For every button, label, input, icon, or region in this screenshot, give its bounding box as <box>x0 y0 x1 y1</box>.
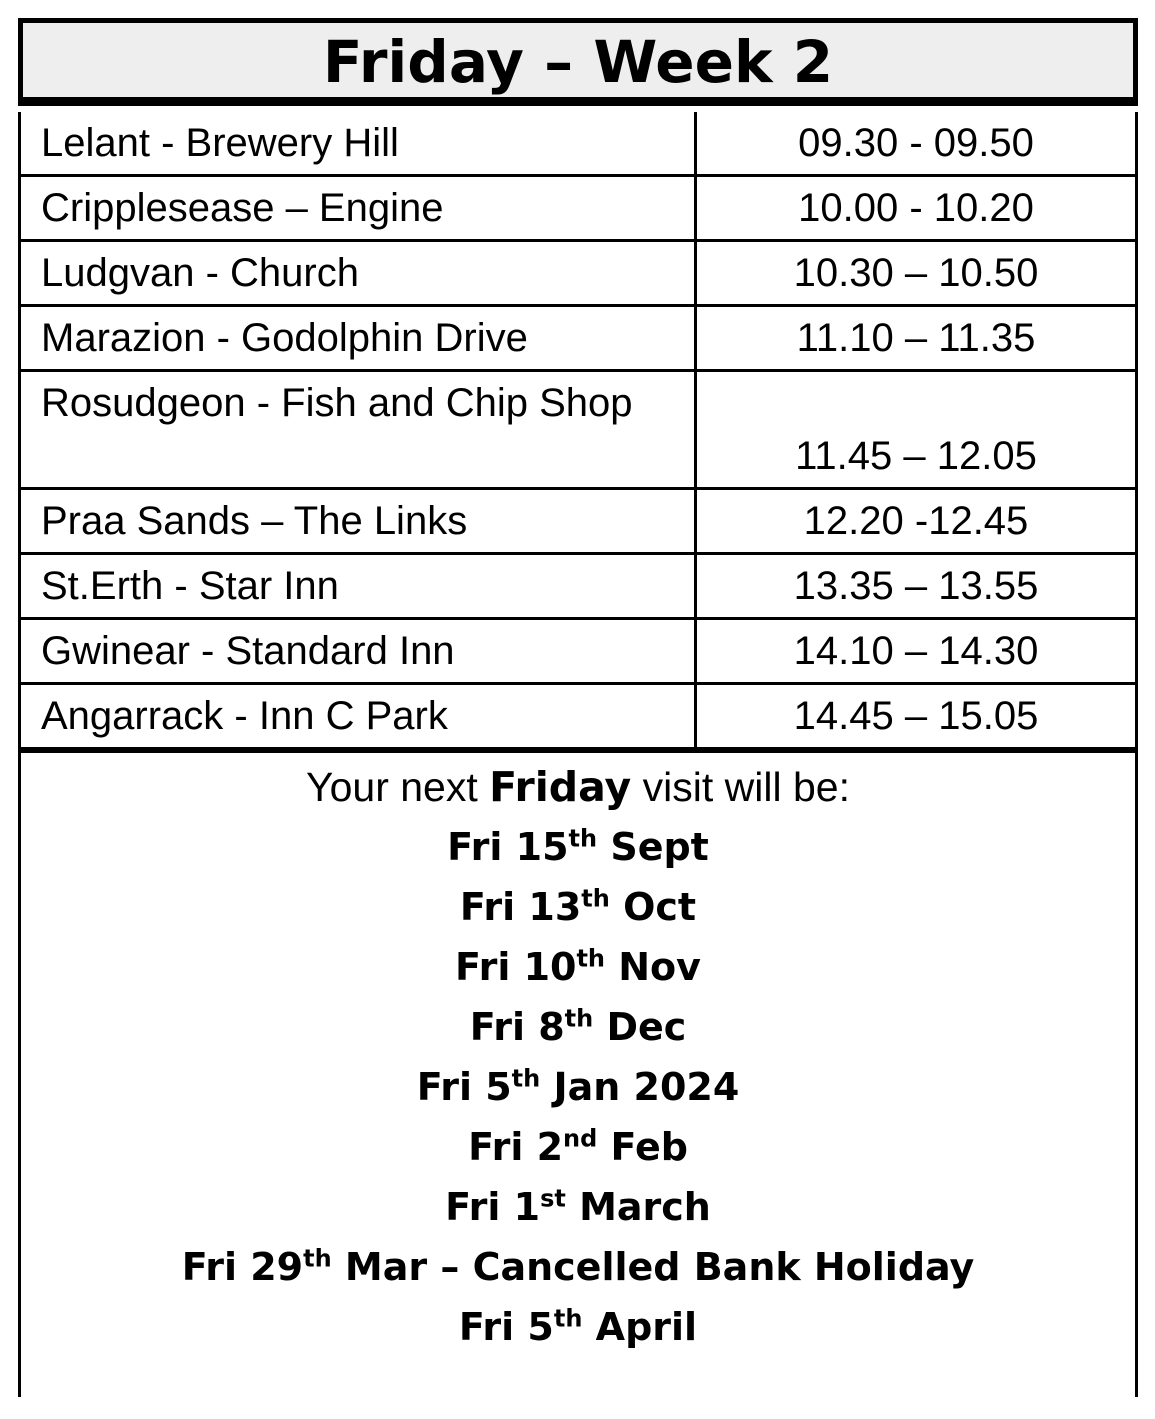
next-visit-notes <box>18 753 1138 1397</box>
notes-bottom-spacer <box>21 1357 1135 1397</box>
stop-time: 10.00 - 10.20 <box>798 186 1034 230</box>
next-visit-date <box>21 1297 1135 1357</box>
stop-name: Lelant - Brewery Hill <box>21 112 697 174</box>
next-visit-date <box>21 997 1135 1057</box>
table-row <box>21 490 1135 555</box>
stop-name: Rosudgeon - Fish and Chip Shop <box>21 372 697 487</box>
date-prefix: Fri 10 <box>455 945 577 989</box>
date-ordinal-suffix: th <box>581 884 610 913</box>
stop-time: 10.30 – 10.50 <box>793 251 1039 295</box>
date-ordinal-suffix: th <box>568 824 598 853</box>
date-ordinal-suffix: th <box>576 944 606 973</box>
stop-name: Ludgvan - Church <box>21 242 697 304</box>
table-row <box>21 372 1135 490</box>
stop-name: Angarrack - Inn C Park <box>21 685 697 747</box>
next-visit-lead-before: Your next <box>306 764 490 810</box>
table-row <box>21 307 1135 372</box>
stop-name: Gwinear - Standard Inn <box>21 620 697 682</box>
stop-time: 09.30 - 09.50 <box>798 121 1034 165</box>
next-visit-date <box>21 1177 1135 1237</box>
date-suffix: Jan 2024 <box>540 1065 740 1109</box>
date-prefix: Fri 29 <box>181 1245 304 1289</box>
date-suffix: Sept <box>597 825 709 869</box>
timetable <box>18 112 1138 753</box>
stop-name: Praa Sands – The Links <box>21 490 697 552</box>
date-ordinal-suffix: nd <box>563 1124 598 1153</box>
date-suffix: April <box>582 1305 698 1349</box>
next-visit-date-list <box>21 817 1135 1357</box>
next-visit-lead <box>21 757 1135 817</box>
date-ordinal-suffix: th <box>564 1004 594 1033</box>
stop-time: 13.35 – 13.55 <box>793 564 1039 608</box>
stop-name: Marazion - Godolphin Drive <box>21 307 697 369</box>
date-ordinal-suffix: th <box>303 1244 332 1273</box>
date-prefix: Fri 15 <box>447 825 569 869</box>
stop-name: Cripplesease – Engine <box>21 177 697 239</box>
stop-time: 14.10 – 14.30 <box>793 629 1039 673</box>
next-visit-date <box>21 1117 1135 1177</box>
next-visit-date <box>21 877 1135 937</box>
date-suffix: Dec <box>593 1005 687 1049</box>
stop-time: 14.45 – 15.05 <box>793 694 1039 738</box>
date-prefix: Fri 13 <box>459 885 582 929</box>
table-row <box>21 177 1135 242</box>
stop-name: St.Erth - Star Inn <box>21 555 697 617</box>
next-visit-date <box>21 937 1135 997</box>
date-suffix: Nov <box>605 945 701 989</box>
stop-time: 12.20 -12.45 <box>803 499 1029 543</box>
date-suffix: Mar – Cancelled Bank Holiday <box>331 1245 975 1289</box>
page-title: Friday – Week 2 <box>322 28 834 96</box>
next-visit-date <box>21 1237 1135 1297</box>
stop-time: 11.45 – 12.05 <box>795 434 1037 478</box>
table-row <box>21 555 1135 620</box>
date-prefix: Fri 5 <box>416 1065 512 1109</box>
stop-time: 11.10 – 11.35 <box>796 316 1036 360</box>
table-row <box>21 620 1135 685</box>
date-suffix: Oct <box>609 885 697 929</box>
next-visit-date <box>21 817 1135 877</box>
date-suffix: March <box>565 1185 711 1229</box>
date-ordinal-suffix: th <box>553 1304 583 1333</box>
date-ordinal-suffix: th <box>511 1064 541 1093</box>
next-visit-date <box>21 1057 1135 1117</box>
date-prefix: Fri 2 <box>468 1125 564 1169</box>
page-title-bar <box>18 18 1138 106</box>
date-ordinal-suffix: st <box>540 1184 566 1213</box>
date-prefix: Fri 1 <box>445 1185 541 1229</box>
table-row <box>21 242 1135 307</box>
date-suffix: Feb <box>597 1125 688 1169</box>
table-row <box>21 685 1135 750</box>
next-visit-lead-day: Friday <box>489 763 632 811</box>
next-visit-lead-after: visit will be: <box>631 764 850 810</box>
date-prefix: Fri 5 <box>458 1305 554 1349</box>
date-prefix: Fri 8 <box>469 1005 565 1049</box>
table-row <box>21 112 1135 177</box>
